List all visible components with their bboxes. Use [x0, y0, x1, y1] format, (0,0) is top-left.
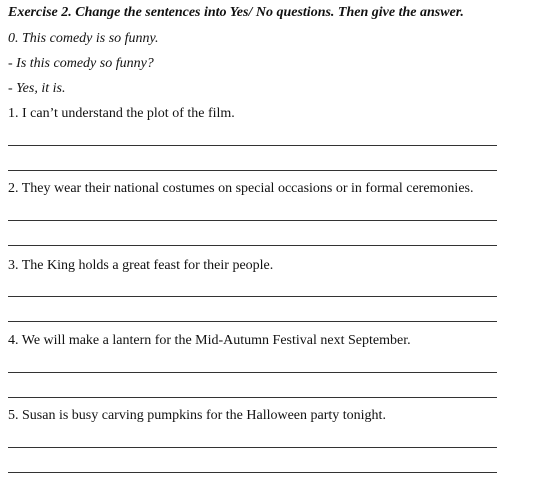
- item-5-answer-line-1[interactable]: [8, 447, 497, 448]
- exercise-title: Exercise 2. Change the sentences into Yes/ No questions. Then give the answer.: [8, 5, 464, 20]
- item-2-answer-line-2[interactable]: [8, 245, 497, 246]
- item-3-answer-line-1[interactable]: [8, 296, 497, 297]
- item-5-answer-line-2[interactable]: [8, 472, 497, 473]
- item-1-sentence: 1. I can’t understand the plot of the film.: [8, 106, 235, 121]
- item-2-sentence: 2. They wear their national costumes on special occasions or in formal ceremonies.: [8, 181, 474, 196]
- item-2-answer-line-1[interactable]: [8, 220, 497, 221]
- item-1-answer-line-1[interactable]: [8, 145, 497, 146]
- item-4-answer-line-2[interactable]: [8, 397, 497, 398]
- item-1-answer-line-2[interactable]: [8, 170, 497, 171]
- example-sentence: 0. This comedy is so funny.: [8, 31, 159, 46]
- example-answer: - Yes, it is.: [8, 81, 66, 96]
- item-4-answer-line-1[interactable]: [8, 372, 497, 373]
- item-4-sentence: 4. We will make a lantern for the Mid-Autumn Festival next September.: [8, 333, 411, 348]
- item-3-answer-line-2[interactable]: [8, 321, 497, 322]
- example-question: - Is this comedy so funny?: [8, 56, 154, 71]
- item-5-sentence: 5. Susan is busy carving pumpkins for the Halloween party tonight.: [8, 408, 386, 423]
- item-3-sentence: 3. The King holds a great feast for their people.: [8, 258, 274, 273]
